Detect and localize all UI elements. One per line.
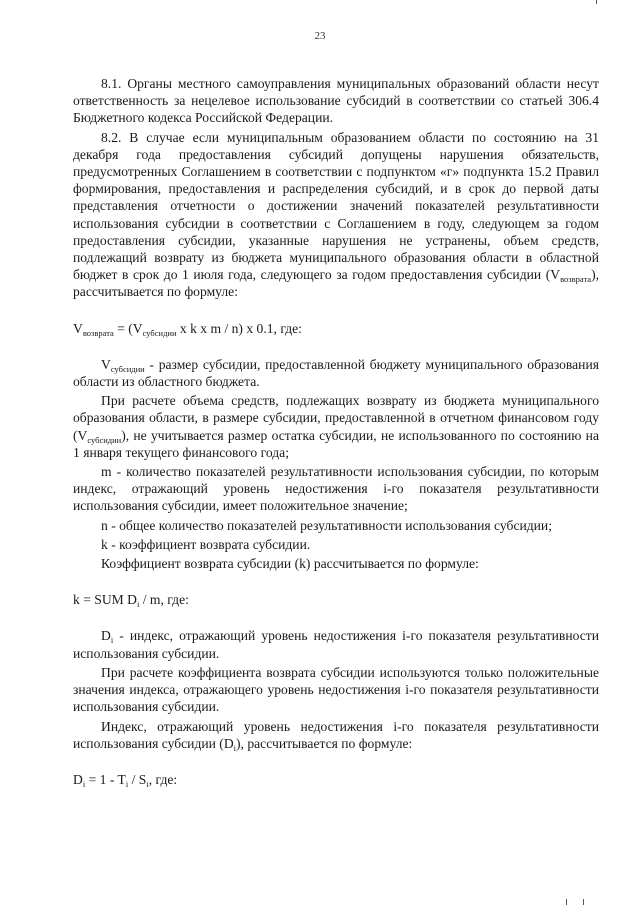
formula-k-sub: i xyxy=(136,599,140,610)
definition-v-sub: субсидии xyxy=(110,363,145,374)
formula-k xyxy=(73,591,599,608)
formula-di-slash: / S xyxy=(128,771,147,787)
scan-edge-mark-bottom-right xyxy=(583,899,584,905)
paragraph-index-sub: i xyxy=(233,742,237,753)
formula-v-rest: x k x m / n) x 0.1, где: xyxy=(176,320,302,336)
subscript-vozvrata: возврата xyxy=(560,274,592,285)
paragraph-index-tail: ), рассчитывается по формуле: xyxy=(236,735,413,751)
paragraph-calculation-tail: ), не учитывается размер остатка субсидии, не использованного по состоянию на 1 января текущего финансового года; xyxy=(73,427,599,460)
paragraph-index-text: Индекс, отражающий уровень недостижения i-го показателя результативности использования субсидии (D xyxy=(73,718,599,751)
paragraph-calculation-sub: субсидии xyxy=(87,434,122,445)
formula-di-d: D xyxy=(73,771,83,787)
definition-k: k - коэффициент возврата субсидии. xyxy=(101,536,311,552)
paragraph-positive-values: При расчете коэффициента возврата субсидии используются только положительные значения индекса, отражающего уровень недостижения i-го показателя результативности использования субсидии. xyxy=(73,664,599,715)
paragraph-index xyxy=(73,718,599,752)
document-body xyxy=(73,75,599,788)
paragraph-8-2 xyxy=(73,129,599,301)
formula-di-d-sub: i xyxy=(82,778,86,789)
paragraph-calculation-text: При расчете объема средств, подлежащих возврату из бюджета муниципального образования области, в размере субсидии, предоставленной в отчетном финансовом году (V xyxy=(73,393,599,443)
formula-v-mid: = (V xyxy=(113,320,143,336)
definition-v-symbol: V xyxy=(101,356,111,372)
definition-di-symbol: D xyxy=(101,628,111,644)
definition-di-sub: i xyxy=(110,635,114,646)
formula-di-t-sub: i xyxy=(125,778,129,789)
formula-k-a: k = SUM D xyxy=(73,592,137,608)
definition-di xyxy=(73,627,599,661)
formula-v-subsidii-sub: субсидии xyxy=(142,327,177,338)
paragraph-8-2-main: 8.2. В случае если муниципальным образованием области по состоянию на 31 декабря года предоставления субсидий допущены нарушения обязательств, предусмотренных Соглашением в соответствии с подпунктом «г» подпункта 15.2 Правил формирования, предоставления и распределения субсидий, и в срок до первой даты представления отчетности о достижении значений показателей результативности использования субсидии в соответствии с Соглашением в году, следующем за годом предоставления субсидии, указанные нарушения не устранены, объем средств, подлежащий возврату из бюджета муниципального образования области в областной бюджет в срок до 1 июля года, следующего за годом предоставления субсидии (V xyxy=(73,129,599,283)
scan-edge-mark-bottom-left xyxy=(566,899,567,905)
paragraph-calculation xyxy=(73,392,599,461)
page-number: 23 xyxy=(314,30,326,42)
definition-v-subsidii xyxy=(73,356,599,390)
definition-n: n - общее количество показателей результативности использования субсидии; xyxy=(101,517,552,533)
formula-di-s-sub: i xyxy=(146,778,149,789)
paragraph-8-2-tail: ), рассчитывается по формуле: xyxy=(73,267,599,300)
formula-k-b: / m, где: xyxy=(139,592,189,608)
definition-v-text: - размер субсидии, предоставленной бюджету муниципального образования области из областного бюджета. xyxy=(73,356,599,390)
formula-di-end: , где: xyxy=(148,771,178,787)
definition-di-text: - индекс, отражающий уровень недостижения i-го показателя результативности использования субсидии. xyxy=(73,628,599,661)
formula-di xyxy=(73,771,599,788)
paragraph-k-formula-intro: Коэффициент возврата субсидии (k) рассчитывается по формуле: xyxy=(101,556,479,572)
formula-v-symbol: V xyxy=(73,320,83,336)
formula-di-mid: = 1 - T xyxy=(85,771,126,787)
formula-v-sub: возврата xyxy=(82,327,114,338)
paragraph-8-1: 8.1. Органы местного самоуправления муниципальных образований области несут ответственность за нецелевое использование субсидий в соответствии со статьей 306.4 Бюджетного кодекса Российской Федерации. xyxy=(73,76,599,126)
definition-m: m - количество показателей результативности использования субсидии, по которым индекс, отражающий уровень недостижения i-го показателя результативности использования субсидии, имеет положительное значение; xyxy=(73,464,599,514)
formula-v-vozvrata xyxy=(73,320,599,337)
scan-edge-mark-top xyxy=(596,0,597,4)
